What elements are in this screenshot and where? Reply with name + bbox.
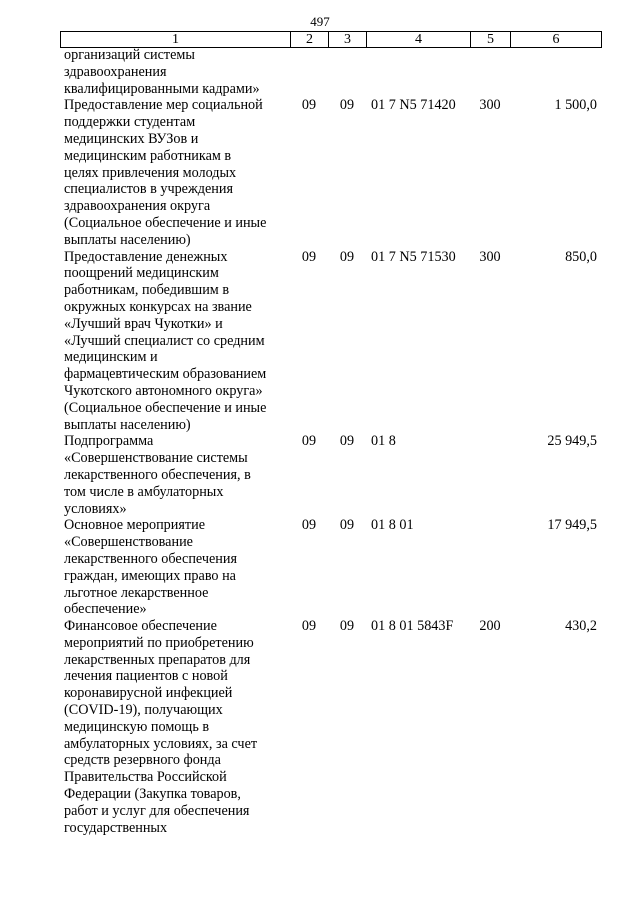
row-expense-type bbox=[470, 517, 510, 618]
row-expense-type bbox=[470, 47, 510, 97]
table-row bbox=[60, 47, 601, 97]
description-line: лекарственного обеспечения bbox=[64, 550, 237, 567]
description-line: лечения пациентов с новой bbox=[64, 668, 228, 685]
description-line: том числе в амбулаторных bbox=[64, 483, 224, 500]
table-row bbox=[60, 433, 601, 517]
description-line: медицинских ВУЗов и bbox=[64, 130, 199, 147]
description-line: «Совершенствование bbox=[64, 534, 193, 551]
description-line: обеспечение» bbox=[64, 601, 147, 618]
header-col-4: 4 bbox=[367, 32, 471, 48]
row-target-article: 01 8 01 5843F bbox=[371, 618, 454, 635]
row-description bbox=[60, 517, 290, 618]
description-line: целях привлечения молодых bbox=[64, 164, 237, 181]
row-subsection: 09 bbox=[339, 97, 355, 114]
description-line: Федерации (Закупка товаров, bbox=[64, 786, 241, 803]
header-col-3: 3 bbox=[329, 32, 367, 48]
description-line: поддержки студентам bbox=[64, 114, 196, 131]
description-line: Финансовое обеспечение bbox=[64, 618, 217, 635]
row-section: 09 bbox=[301, 248, 317, 265]
row-target-article bbox=[366, 47, 470, 97]
description-line: выплаты населению) bbox=[64, 231, 191, 248]
row-subsection: 09 bbox=[339, 433, 355, 450]
table-row bbox=[60, 249, 601, 434]
description-line: льготное лекарственное bbox=[64, 584, 209, 601]
description-line: выплаты населению) bbox=[64, 416, 191, 433]
description-line: (COVID-19), получающих bbox=[64, 702, 223, 719]
row-description bbox=[60, 47, 290, 97]
description-line: медицинским и bbox=[64, 349, 158, 366]
header-col-6: 6 bbox=[511, 32, 602, 48]
budget-table-body bbox=[60, 47, 601, 836]
row-amount: 1 500,0 bbox=[554, 97, 597, 114]
budget-table bbox=[60, 47, 601, 836]
row-description bbox=[60, 433, 290, 517]
table-row bbox=[60, 618, 601, 836]
row-amount: 17 949,5 bbox=[547, 517, 597, 534]
row-subsection: 09 bbox=[339, 517, 355, 534]
row-target-article: 01 8 01 bbox=[371, 517, 414, 534]
header-col-5: 5 bbox=[471, 32, 511, 48]
row-section: 09 bbox=[301, 97, 317, 114]
table-row bbox=[60, 517, 601, 618]
description-line: здравоохранения округа bbox=[64, 198, 211, 215]
description-line: специалистов в учреждения bbox=[64, 181, 234, 198]
description-line: лекарственных препаратов для bbox=[64, 651, 251, 668]
description-line: Подпрограмма bbox=[64, 433, 154, 450]
row-amount bbox=[510, 47, 601, 97]
table-row bbox=[60, 97, 601, 248]
description-line: окружных конкурсах на звание bbox=[64, 298, 252, 315]
description-line: амбулаторных условиях, за счет bbox=[64, 735, 258, 752]
row-expense-type: 300 bbox=[479, 248, 501, 265]
description-line: государственных bbox=[64, 819, 168, 836]
description-line: (Социальное обеспечение и иные bbox=[64, 399, 267, 416]
row-description bbox=[60, 618, 290, 836]
row-target-article: 01 8 bbox=[371, 433, 396, 450]
description-line: «Лучший врач Чукотки» и bbox=[64, 315, 223, 332]
description-line: квалифицированными кадрами» bbox=[64, 80, 260, 97]
header-col-2: 2 bbox=[291, 32, 329, 48]
row-amount: 25 949,5 bbox=[547, 433, 597, 450]
description-line: Основное мероприятие bbox=[64, 517, 205, 534]
description-line: работ и услуг для обеспечения bbox=[64, 802, 250, 819]
row-subsection bbox=[328, 47, 366, 97]
description-line: медицинскую помощь в bbox=[64, 718, 210, 735]
row-section bbox=[290, 47, 328, 97]
description-line: поощрений медицинским bbox=[64, 265, 219, 282]
description-line: мероприятий по приобретению bbox=[64, 634, 254, 651]
description-line: «Совершенствование системы bbox=[64, 450, 248, 467]
description-line: медицинским работникам в bbox=[64, 147, 232, 164]
description-line: организаций системы bbox=[64, 47, 195, 63]
description-line: коронавирусной инфекцией bbox=[64, 685, 233, 702]
row-subsection: 09 bbox=[339, 618, 355, 635]
header-col-1: 1 bbox=[61, 32, 291, 48]
row-expense-type: 200 bbox=[479, 618, 501, 635]
description-line: «Лучший специалист со средним bbox=[64, 332, 265, 349]
row-expense-type bbox=[470, 433, 510, 517]
description-line: (Социальное обеспечение и иные bbox=[64, 214, 267, 231]
row-target-article: 01 7 N5 71420 bbox=[371, 97, 456, 114]
description-line: условиях» bbox=[64, 500, 127, 517]
row-subsection: 09 bbox=[339, 248, 355, 265]
description-line: Предоставление мер социальной bbox=[64, 97, 263, 114]
row-section: 09 bbox=[301, 433, 317, 450]
row-expense-type: 300 bbox=[479, 97, 501, 114]
description-line: граждан, имеющих право на bbox=[64, 567, 236, 584]
description-line: средств резервного фонда bbox=[64, 752, 221, 769]
row-description bbox=[60, 249, 290, 434]
row-amount: 430,2 bbox=[565, 618, 597, 635]
description-line: фармацевтическим образованием bbox=[64, 366, 267, 383]
table-header bbox=[60, 31, 602, 48]
description-line: работникам, победившим в bbox=[64, 282, 230, 299]
row-description bbox=[60, 97, 290, 248]
row-amount: 850,0 bbox=[565, 248, 597, 265]
description-line: здравоохранения bbox=[64, 63, 167, 80]
description-line: лекарственного обеспечения, в bbox=[64, 466, 251, 483]
description-line: Предоставление денежных bbox=[64, 248, 228, 265]
row-section: 09 bbox=[301, 517, 317, 534]
description-line: Чукотского автономного округа» bbox=[64, 382, 263, 399]
page-number: 497 bbox=[310, 14, 330, 29]
description-line: Правительства Российской bbox=[64, 769, 227, 786]
row-section: 09 bbox=[301, 618, 317, 635]
row-target-article: 01 7 N5 71530 bbox=[371, 248, 456, 265]
